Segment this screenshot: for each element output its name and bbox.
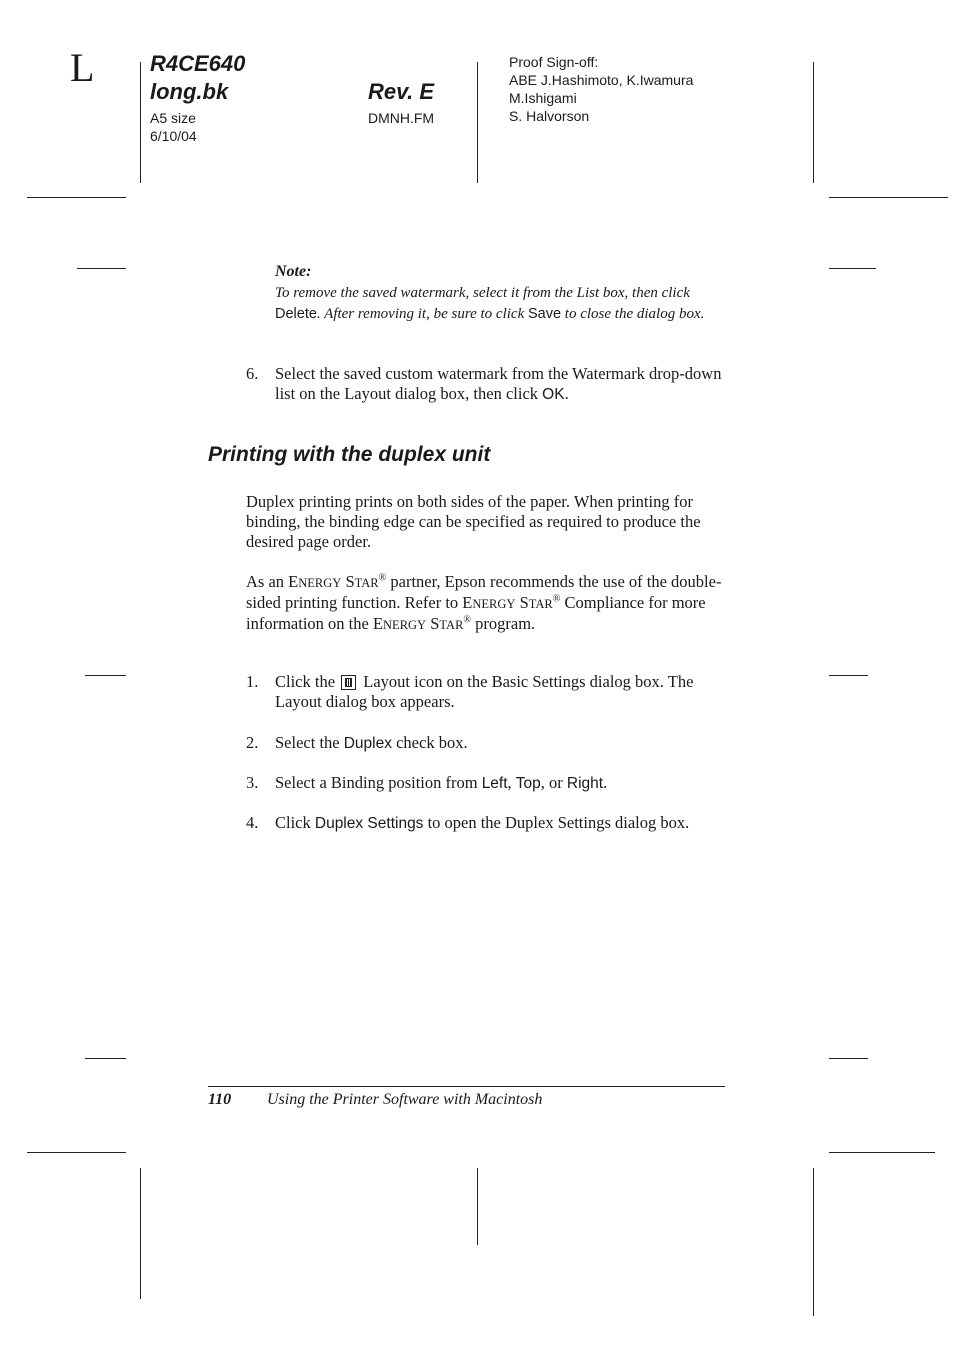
crop-mark <box>829 268 876 269</box>
page-side-letter: L <box>70 45 95 90</box>
list-text: Click the Layout icon on the Basic Settings dialog box. The Layout dialog box appears. <box>275 672 694 711</box>
ui-term-left: Left <box>481 775 508 792</box>
list-number: 6. <box>246 364 259 383</box>
proof-line: M.Ishigami <box>509 90 577 106</box>
crop-mark <box>77 268 126 269</box>
ui-term-right: Right <box>566 775 604 792</box>
proof-line: ABE J.Hashimoto, K.Iwamura <box>509 72 694 88</box>
crop-mark <box>477 1168 478 1245</box>
crop-mark <box>829 197 948 198</box>
filename: DMNH.FM <box>368 110 435 126</box>
ui-term-top: Top <box>515 775 541 792</box>
revision: Rev. E <box>368 79 435 104</box>
crop-mark <box>85 1058 126 1059</box>
list-item <box>246 733 736 754</box>
paragraph-energy-star: As an ENERGY STAR® partner, Epson recommends the use of the double-sided printing function. Refer to ENERGY STAR® Compliance for more information on the ENERGY STAR® program. <box>246 572 722 633</box>
list-item <box>246 813 736 834</box>
crop-mark <box>829 1058 868 1059</box>
paper-size: A5 size <box>150 110 196 126</box>
proof-line: S. Halvorson <box>509 108 590 124</box>
layout-icon <box>341 675 356 690</box>
footer-rule <box>208 1086 725 1087</box>
crop-mark <box>829 675 868 676</box>
ui-term-save: Save <box>527 305 562 322</box>
ui-term-duplex: Duplex <box>343 735 392 752</box>
list-item <box>246 773 736 794</box>
list-number: 4. <box>246 813 259 832</box>
note-title: Note: <box>275 263 312 280</box>
list-text: Click Duplex Settings to open the Duplex Settings dialog box. <box>275 813 690 832</box>
list-text: Select the Duplex check box. <box>275 733 468 752</box>
crop-mark <box>140 62 141 183</box>
list-number: 2. <box>246 733 259 752</box>
book-file: long.bk <box>150 79 229 104</box>
date: 6/10/04 <box>150 128 197 144</box>
crop-mark <box>27 197 126 198</box>
ui-term-duplex-settings: Duplex Settings <box>314 815 424 832</box>
energy-star-mark: ENERGY STAR® <box>462 593 561 612</box>
list-item <box>246 672 736 712</box>
crop-mark <box>829 1152 935 1153</box>
section-heading: Printing with the duplex unit <box>208 443 491 466</box>
crop-mark <box>477 62 478 183</box>
list-item <box>246 364 736 405</box>
page-number: 110 <box>208 1091 232 1108</box>
doc-code: R4CE640 <box>150 51 246 76</box>
crop-mark <box>27 1152 126 1153</box>
energy-star-mark: ENERGY STAR® <box>288 572 387 591</box>
crop-mark <box>813 62 814 183</box>
chapter-title: Using the Printer Software with Macintosh <box>267 1091 543 1108</box>
paragraph: Duplex printing prints on both sides of the paper. When printing for binding, the binding edge can be specified as required to produce the desired page order. <box>246 492 701 551</box>
list-text: Select a Binding position from Left, Top, or Right. <box>275 773 608 792</box>
list-number: 3. <box>246 773 259 792</box>
crop-mark <box>85 675 126 676</box>
note-body: To remove the saved watermark, select it from the List box, then click Delete. After removing it, be sure to click Save to close the dialog box. <box>275 285 705 322</box>
proof-line: Proof Sign-off: <box>509 54 599 70</box>
ui-term-delete: Delete <box>275 305 317 322</box>
crop-mark <box>140 1168 141 1299</box>
energy-star-mark: ENERGY STAR® <box>372 614 472 633</box>
list-text: Select the saved custom watermark from the Watermark drop-down list on the Layout dialog box, then click OK. <box>275 364 722 403</box>
crop-mark <box>813 1168 814 1316</box>
ui-term-ok: OK <box>542 386 565 403</box>
list-number: 1. <box>246 672 259 691</box>
proof-signoff <box>509 53 693 125</box>
